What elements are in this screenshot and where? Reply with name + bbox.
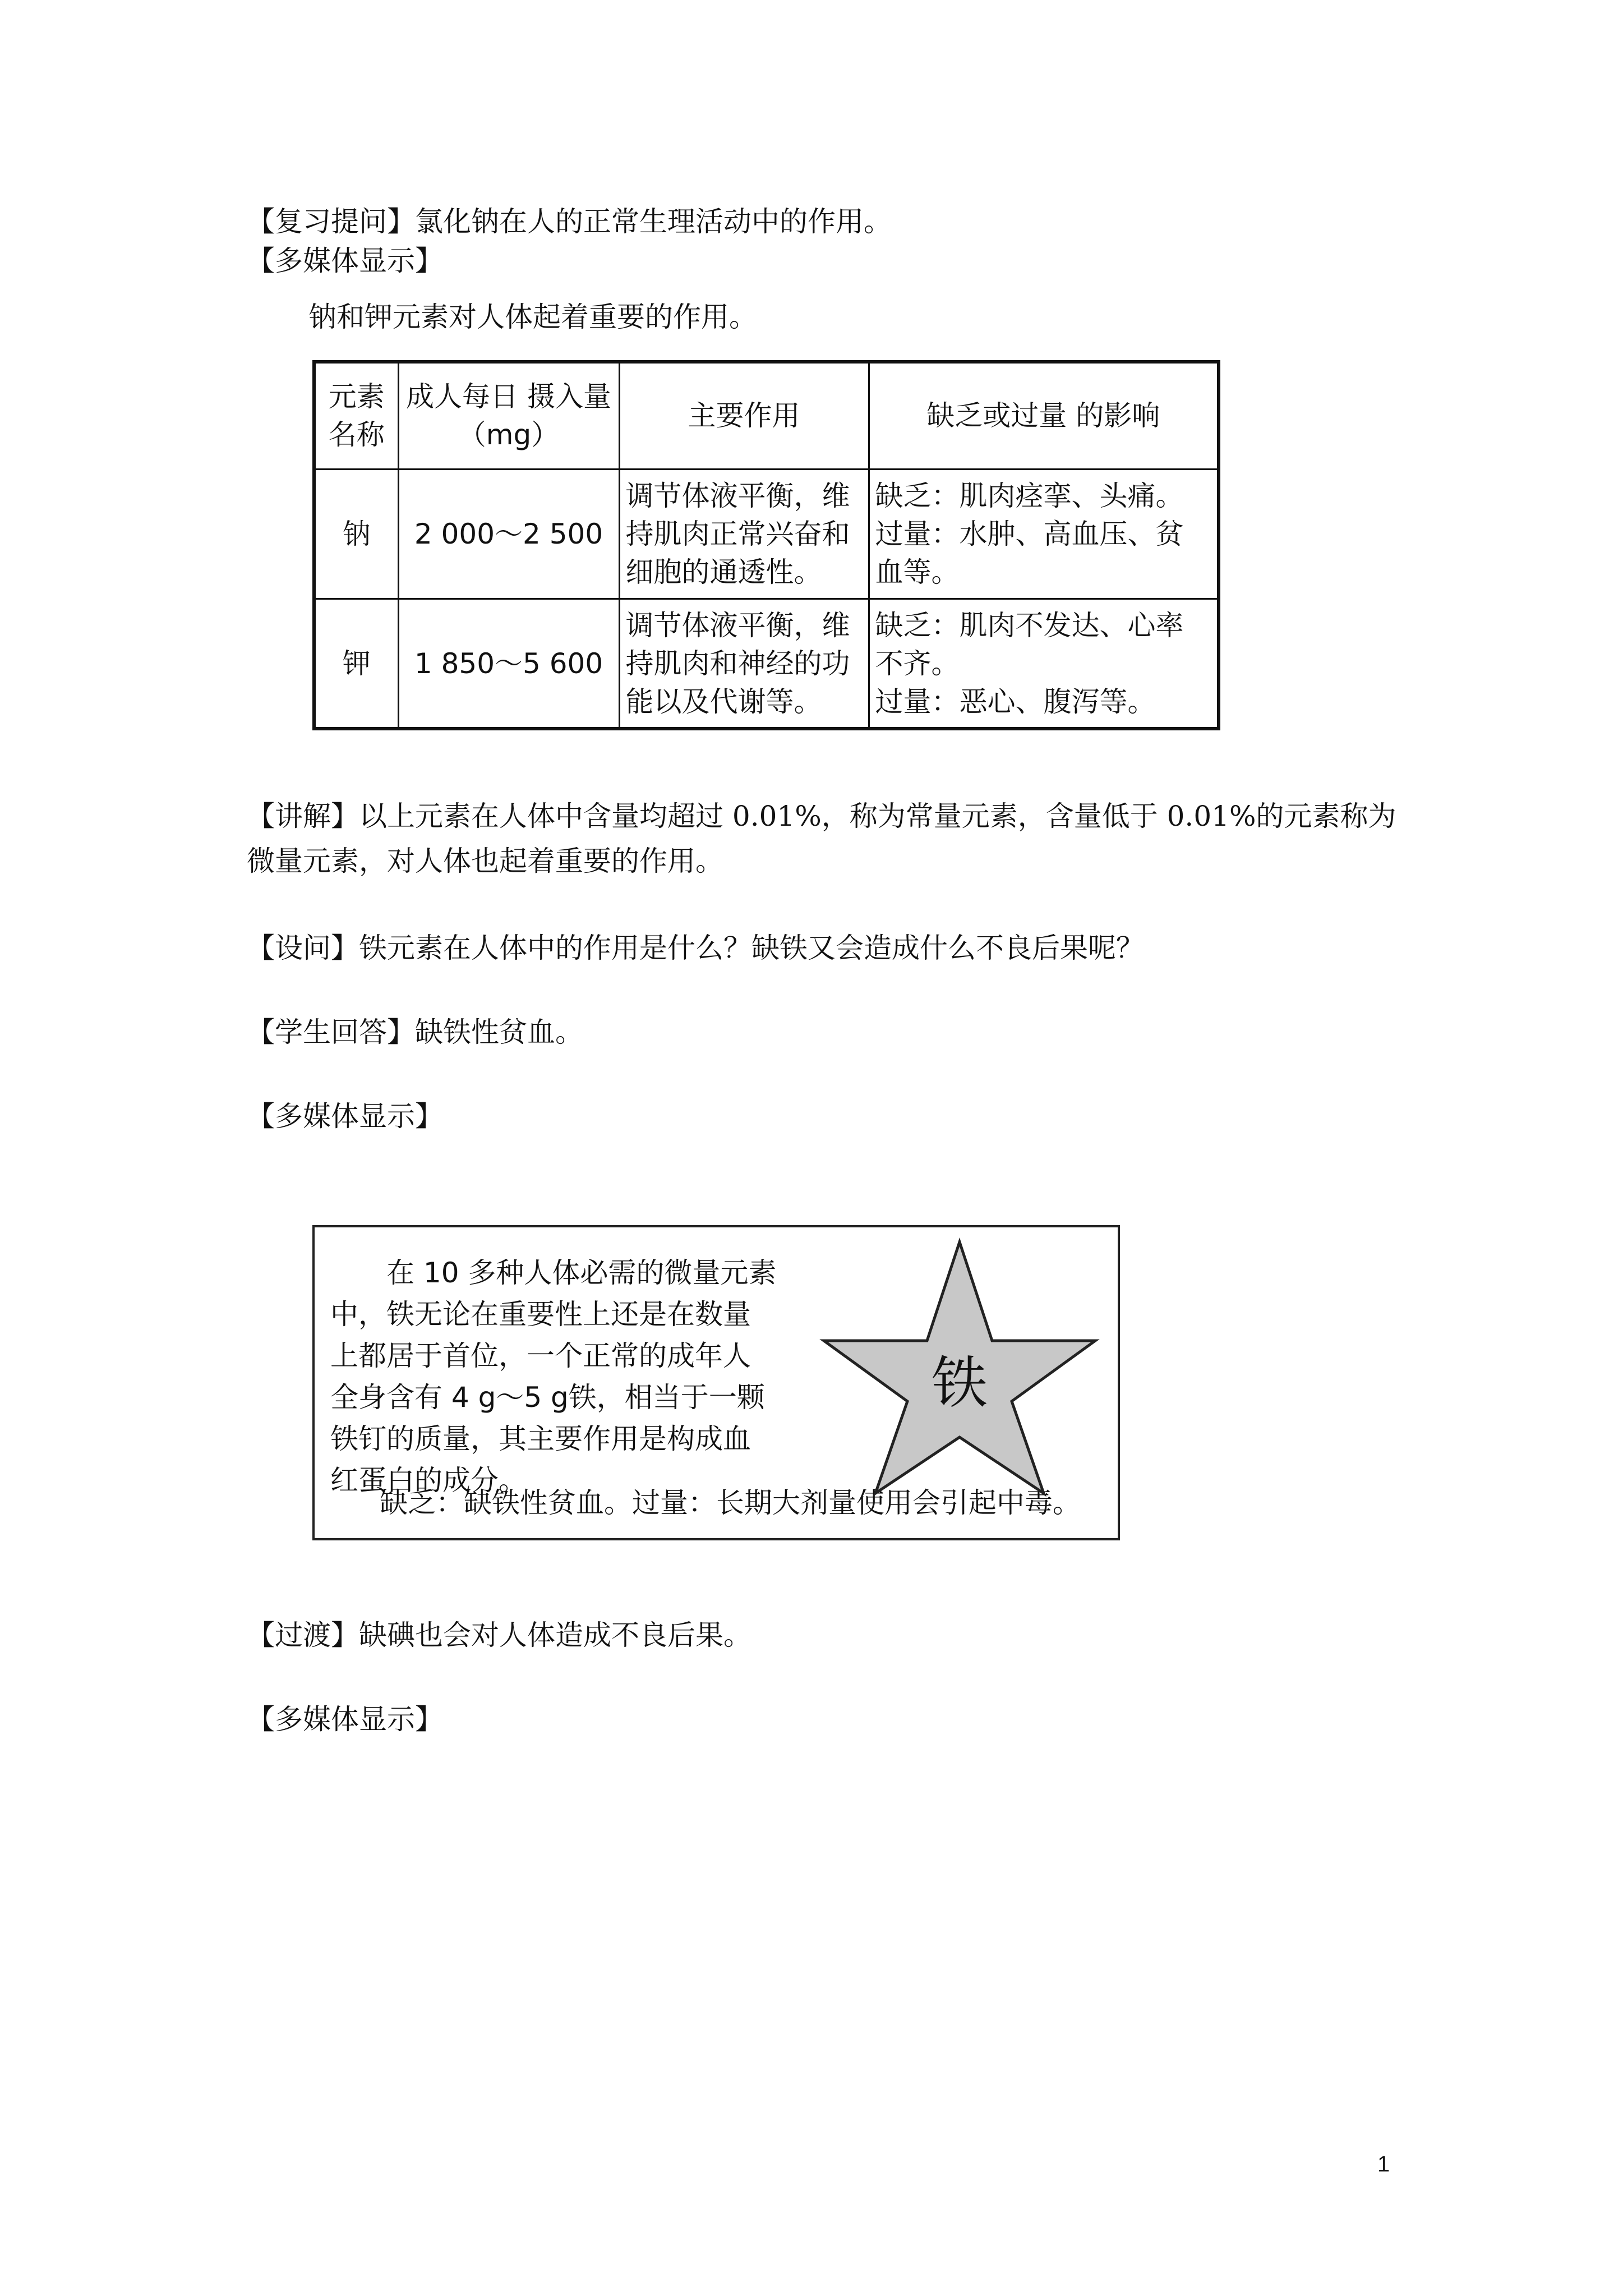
iron-text-line: 全身含有 4 g～5 g铁，相当于一颗 (330, 1381, 765, 1414)
element-table (312, 360, 1220, 730)
cell-element-name: 钾 (314, 599, 398, 729)
star-icon (814, 1235, 1105, 1499)
student-answer: 【学生回答】缺铁性贫血。 (247, 1016, 583, 1048)
cell-role: 调节体液平衡，维 持肌肉和神经的功 能以及代谢等。 (619, 599, 869, 729)
review-question: 【复习提问】氯化钠在人的正常生理活动中的作用。 (247, 205, 892, 238)
explanation-line-2: 微量元素，对人体也起着重要的作用。 (247, 845, 723, 877)
multimedia-heading-2: 【多媒体显示】 (247, 1100, 443, 1133)
multimedia-heading-3: 【多媒体显示】 (247, 1703, 443, 1736)
table-intro: 钠和钾元素对人体起着重要的作用。 (308, 301, 757, 333)
cell-effect: 缺乏：肌肉痉挛、头痛。 过量：水肿、高血压、贫 血等。 (869, 469, 1219, 599)
header-daily-intake: 成人每日 摄入量（mg） (398, 362, 619, 469)
table-row (314, 469, 1219, 599)
cell-intake: 2 000～2 500 (398, 469, 619, 599)
iron-text-line: 在 10 多种人体必需的微量元素 (330, 1257, 777, 1289)
cell-element-name: 钠 (314, 469, 398, 599)
iron-info-box (312, 1225, 1120, 1540)
header-element-name: 元素 名称 (314, 362, 398, 469)
iron-text-line: 红蛋白的成分。 (330, 1464, 527, 1497)
iron-text-line: 中，铁无论在重要性上还是在数量 (330, 1298, 751, 1331)
explanation-line-1: 【讲解】以上元素在人体中含量均超过 0.01%，称为常量元素，含量低于 0.01%的元素称为 (247, 800, 1396, 832)
page-number: 1 (1377, 2152, 1390, 2177)
table-header-row (314, 362, 1219, 469)
cell-intake: 1 850～5 600 (398, 599, 619, 729)
transition: 【过渡】缺碘也会对人体造成不良后果。 (247, 1619, 751, 1651)
cell-role: 调节体液平衡，维 持肌肉正常兴奋和 细胞的通透性。 (619, 469, 869, 599)
set-question: 【设问】铁元素在人体中的作用是什么？缺铁又会造成什么不良后果呢？ (247, 932, 1144, 964)
multimedia-heading-1: 【多媒体显示】 (247, 245, 443, 277)
iron-deficiency-excess: 缺乏：缺铁性贫血。过量：长期大剂量使用会引起中毒。 (380, 1487, 1081, 1519)
cell-effect: 缺乏：肌肉不发达、心率 不齐。 过量：恶心、腹泻等。 (869, 599, 1219, 729)
table-row (314, 599, 1219, 729)
header-main-role: 主要作用 (619, 362, 869, 469)
iron-text-line: 铁钉的质量，其主要作用是构成血 (330, 1423, 751, 1455)
header-deficiency-excess: 缺乏或过量 的影响 (869, 362, 1219, 469)
star-label: 铁 (932, 1350, 988, 1416)
iron-description (330, 1252, 790, 1501)
iron-text-line: 上都居于首位，一个正常的成年人 (330, 1340, 751, 1372)
